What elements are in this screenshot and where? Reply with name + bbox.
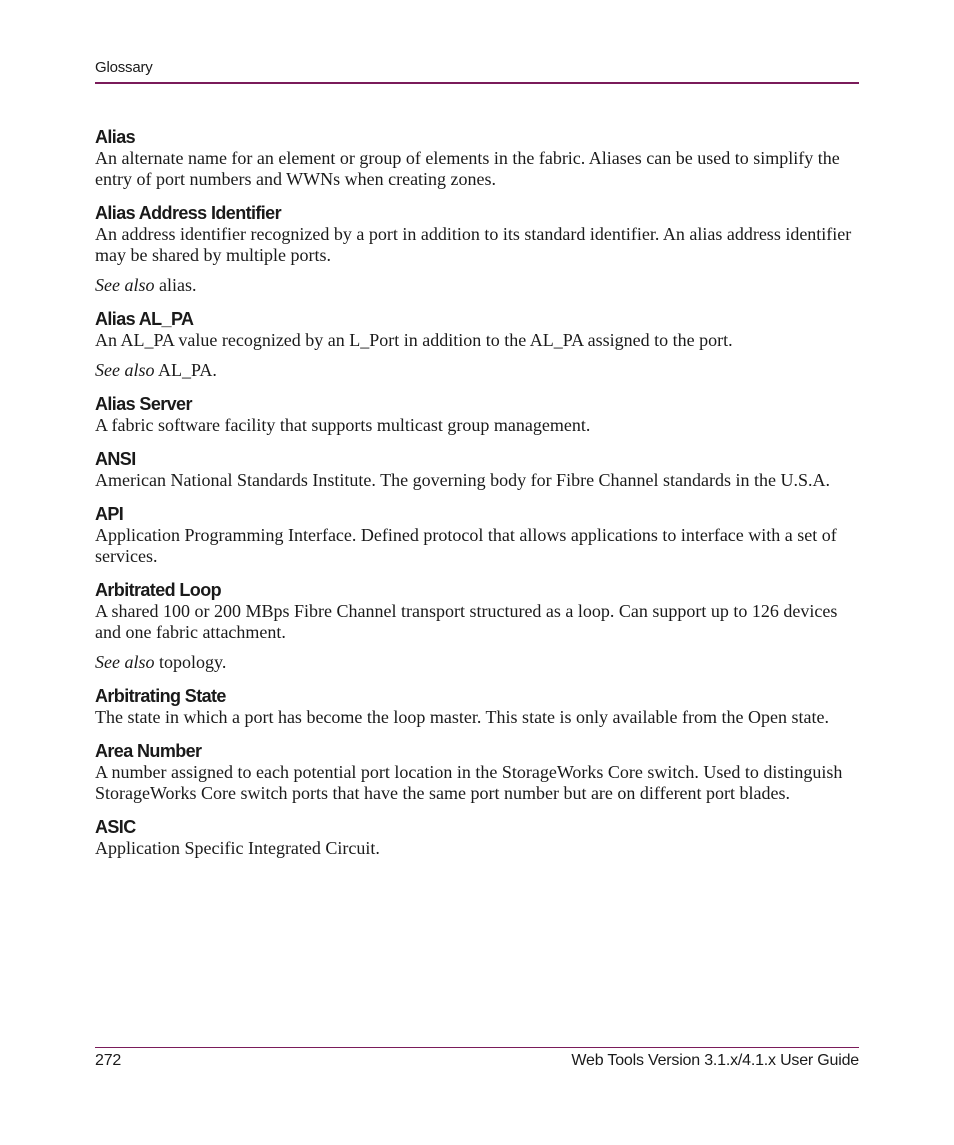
glossary-definition: A fabric software facility that supports multicast group management. (95, 415, 591, 435)
glossary-definition: Application Specific Integrated Circuit. (95, 838, 380, 858)
glossary-term: ASIC (95, 817, 136, 837)
glossary-entry-alias-server (95, 393, 859, 436)
glossary-term: Alias (95, 127, 136, 147)
see-also-note (95, 652, 859, 673)
see-also-reference: alias. (154, 275, 197, 295)
glossary-term: Area Number (95, 741, 202, 761)
glossary-entry-alias (95, 126, 859, 190)
page-header (95, 58, 859, 78)
glossary-definition: Application Programming Interface. Defined protocol that allows applications to interface with a set of services. (95, 525, 837, 566)
guide-title: Web Tools Version 3.1.x/4.1.x User Guide (571, 1052, 859, 1069)
see-also-note (95, 360, 859, 381)
footer-divider (95, 1047, 859, 1048)
see-also-reference: AL_PA. (154, 360, 217, 380)
glossary-definition: A number assigned to each potential port location in the StorageWorks Core switch. Used to distinguish StorageWorks Core switch ports that have the same port number but are on different port blades. (95, 762, 843, 803)
glossary-entry-alias-al-pa (95, 308, 859, 381)
glossary-entry-api (95, 503, 859, 567)
see-also-label: See also (95, 652, 155, 672)
see-also-note (95, 275, 859, 296)
glossary-definition: An alternate name for an element or group of elements in the fabric. Aliases can be used to simplify the entry of port numbers and WWNs when creating zones. (95, 148, 840, 189)
glossary-term: Arbitrated Loop (95, 580, 221, 600)
glossary-list (95, 126, 859, 859)
glossary-definition: The state in which a port has become the loop master. This state is only available from the Open state. (95, 707, 829, 727)
glossary-definition: A shared 100 or 200 MBps Fibre Channel transport structured as a loop. Can support up to 126 devices and one fabric attachment. (95, 601, 838, 642)
see-also-reference: topology. (154, 652, 227, 672)
glossary-entry-arbitrating-state (95, 685, 859, 728)
glossary-term: Arbitrating State (95, 686, 226, 706)
glossary-entry-ansi (95, 448, 859, 491)
glossary-entry-area-number (95, 740, 859, 804)
page-footer (95, 1050, 859, 1072)
section-title: Glossary (95, 59, 153, 76)
glossary-term: API (95, 504, 124, 524)
header-divider (95, 82, 859, 84)
glossary-entry-arbitrated-loop (95, 579, 859, 673)
glossary-definition: An address identifier recognized by a port in addition to its standard identifier. An alias address identifier may be shared by multiple ports. (95, 224, 852, 265)
glossary-definition: An AL_PA value recognized by an L_Port in addition to the AL_PA assigned to the port. (95, 330, 733, 350)
see-also-label: See also (95, 275, 155, 295)
glossary-term: Alias Server (95, 394, 192, 414)
glossary-entry-alias-address-identifier (95, 202, 859, 296)
glossary-entry-asic (95, 816, 859, 859)
glossary-definition: American National Standards Institute. The governing body for Fibre Channel standards in the U.S.A. (95, 470, 831, 490)
glossary-term: ANSI (95, 449, 136, 469)
page-number: 272 (95, 1052, 122, 1069)
see-also-label: See also (95, 360, 155, 380)
glossary-term: Alias Address Identifier (95, 203, 281, 223)
glossary-term: Alias AL_PA (95, 309, 194, 329)
